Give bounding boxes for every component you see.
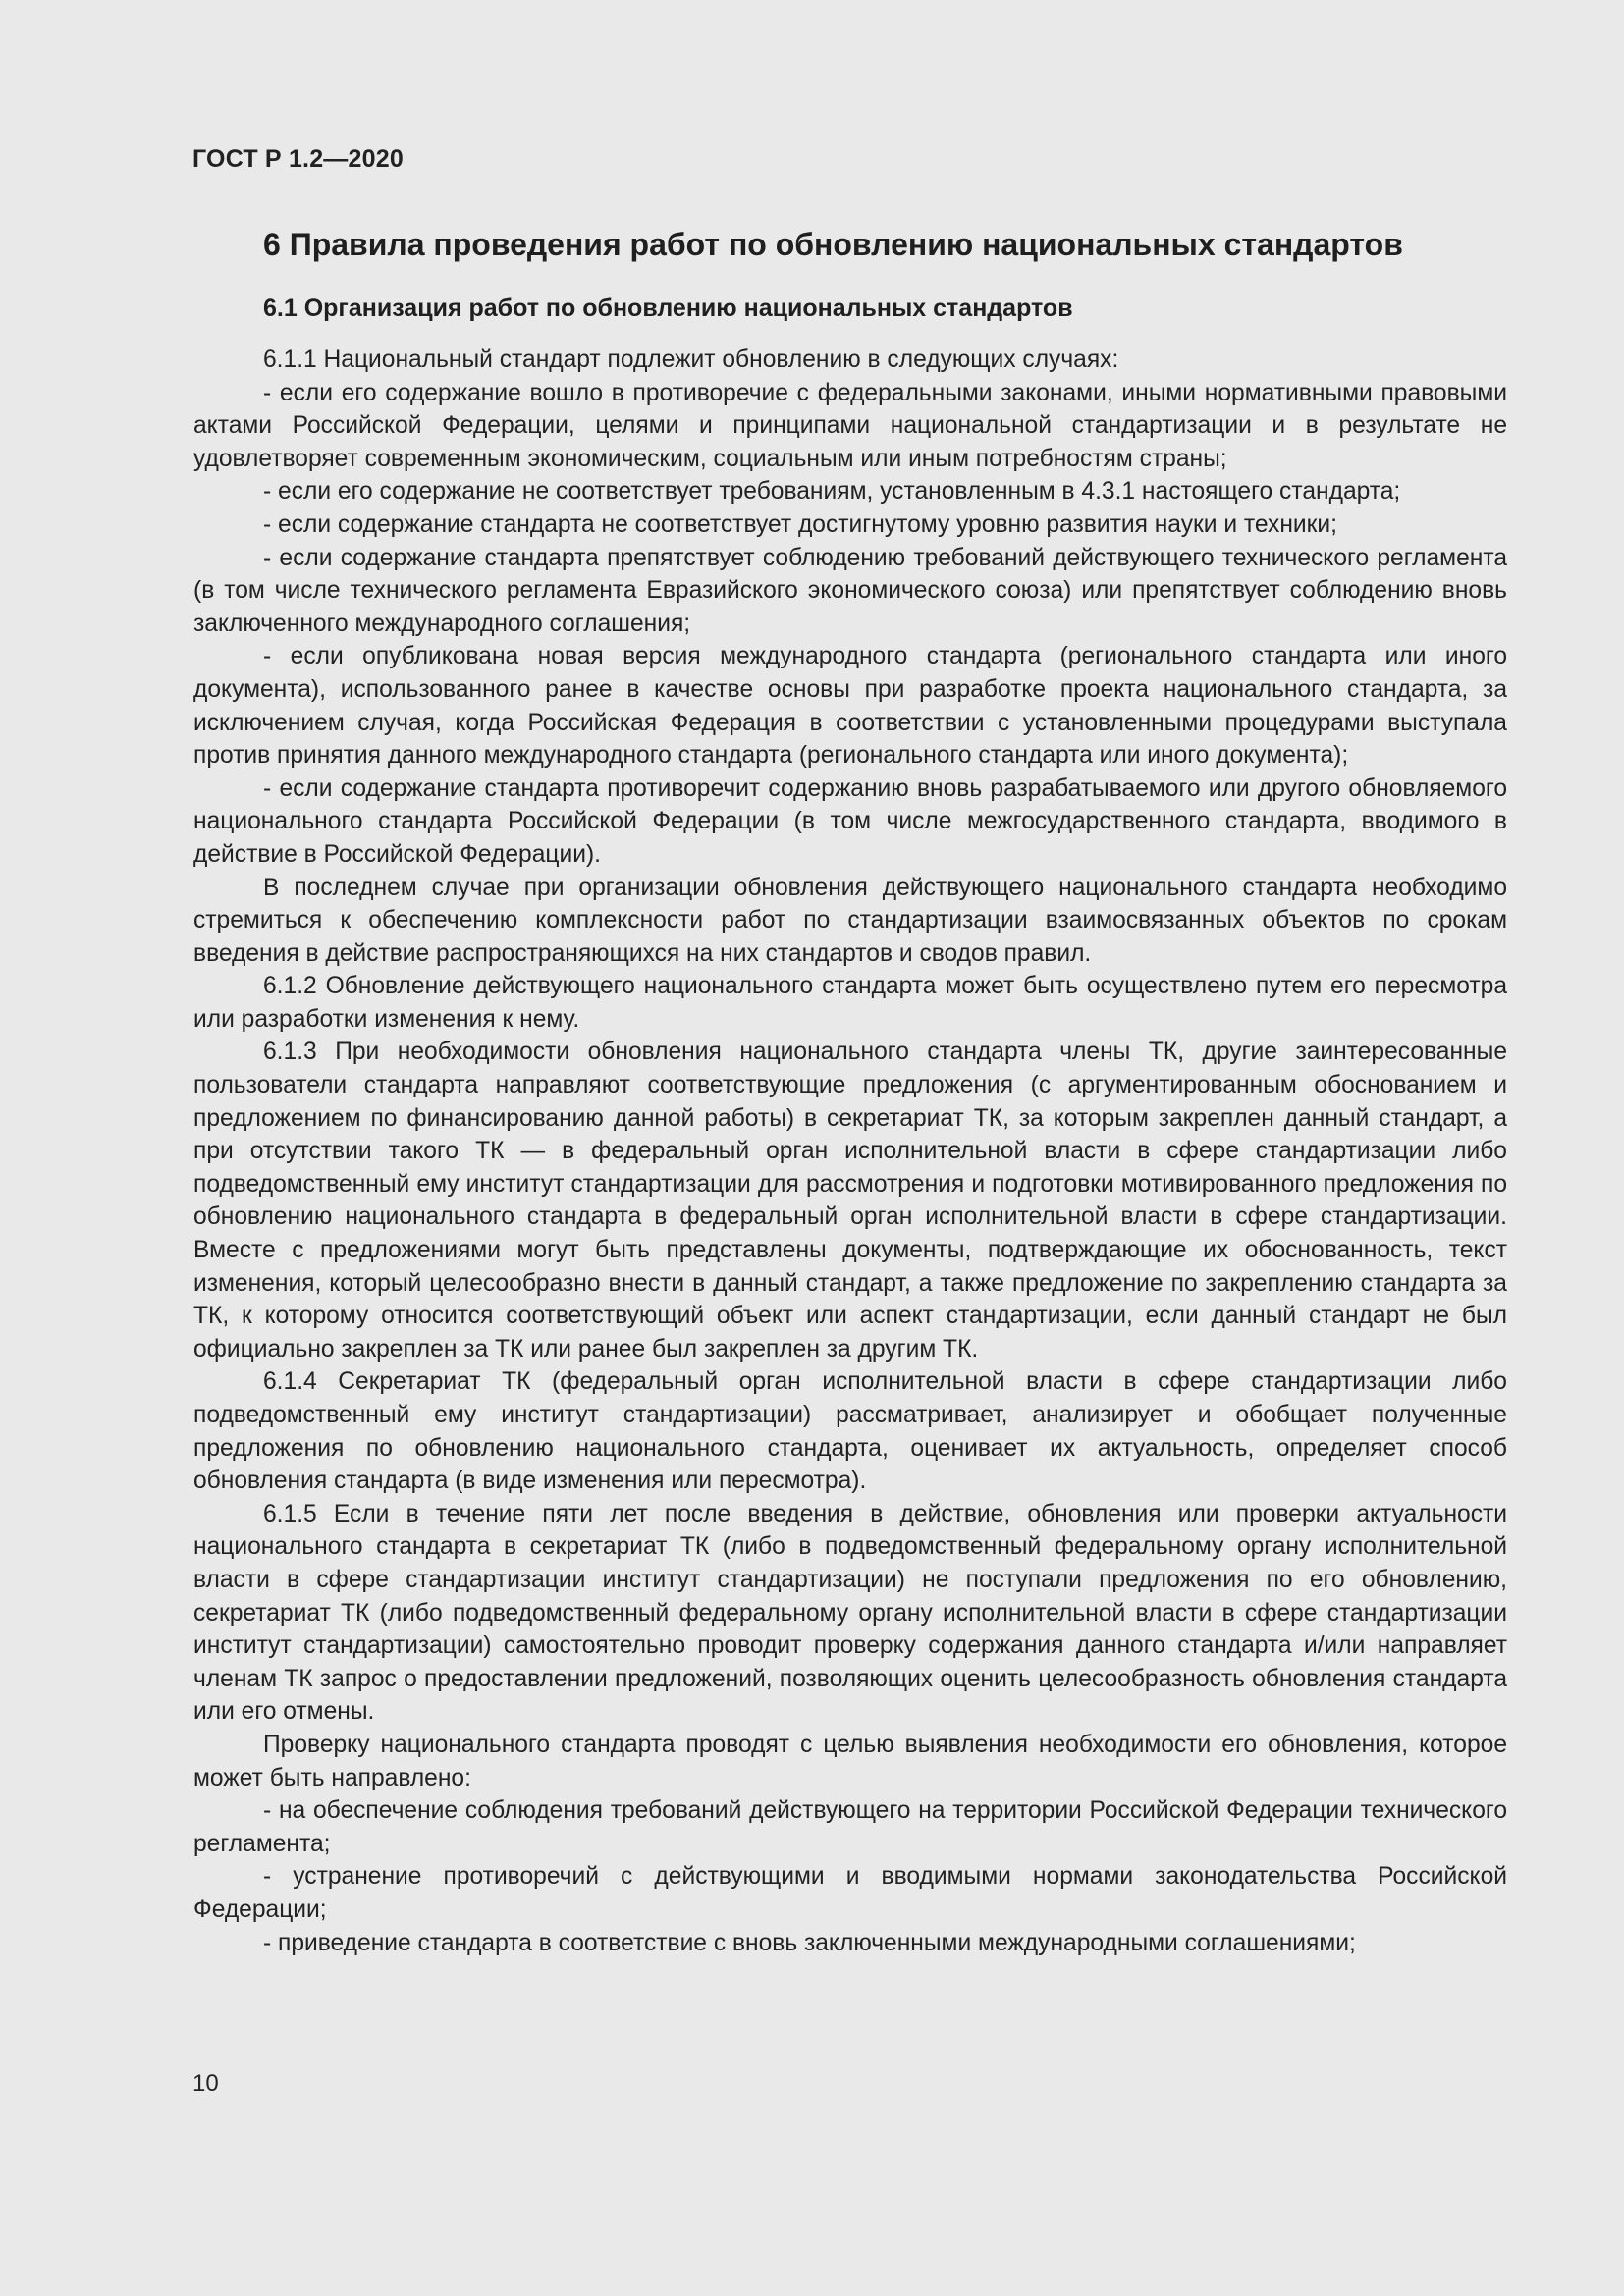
- page-number: 10: [192, 2070, 219, 2097]
- document-code-header: ГОСТ Р 1.2—2020: [192, 145, 404, 173]
- list-item: - устранение противоречий с действующими и вводимыми нормами законодательства Российской Федерации;: [193, 1863, 1507, 1923]
- section-title: 6 Правила проведения работ по обновлению национальных стандартов: [263, 227, 1403, 262]
- paragraph-6-1-2: 6.1.2 Обновление действующего национального стандарта может быть осуществлено путем его пересмотра или разработки изменения к нему.: [193, 973, 1507, 1033]
- subsection-title: 6.1 Организация работ по обновлению национальных стандартов: [263, 294, 1073, 322]
- body-text: [193, 344, 1507, 1959]
- paragraph-6-1-1: 6.1.1 Национальный стандарт подлежит обновлению в следующих случаях:: [263, 347, 1119, 373]
- list-item: - на обеспечение соблюдения требований действующего на территории Российской Федерации технического регламента;: [193, 1797, 1507, 1857]
- paragraph: Проверку национального стандарта проводят с целью выявления необходимости его обновления, которое может быть направлено:: [193, 1731, 1507, 1791]
- paragraph-6-1-5: 6.1.5 Если в течение пяти лет после введения в действие, обновления или проверки актуальности национального стандарта в секретариат ТК (либо в подведомственный федеральному органу исполнительной власти в сфере стандартизации институт стандартизации) не поступали предложения по его обновлению, секретариат ТК (либо подведомственный федеральному органу исполнительной власти в сфере стандартизации институт стандартизации) самостоятельно проводит проверку содержания данного стандарта и/или направляет членам ТК запрос о предоставлении предложений, позволяющих оценить целесообразность обновления стандарта или его отмены.: [193, 1500, 1507, 1726]
- page-content: [193, 220, 1507, 1959]
- paragraph-6-1-3: 6.1.3 При необходимости обновления национального стандарта члены ТК, другие заинтересованные пользователи стандарта направляют соответствующие предложения (с аргументированным обоснованием и предложением по финансированию данной работы) в секретариат ТК, за которым закреплен данный стандарт, а при отсутствии такого ТК — в федеральный орган исполнительной власти в сфере стандартизации либо подведомственный ему институт стандартизации для рассмотрения и подготовки мотивированного предложения по обновлению национального стандарта в федеральный орган исполнительной власти в сфере стандартизации. Вместе с предложениями могут быть представлены документы, подтверждающие их обоснованность, текст изменения, который целесообразно внести в данный стандарт, а также предложение по закреплению стандарта за ТК, к которому относится соответствующий объект или аспект стандартизации, если данный стандарт не был официально закреплен за ТК или ранее был закреплен за другим ТК.: [193, 1039, 1507, 1362]
- paragraph: В последнем случае при организации обновления действующего национального стандарта необходимо стремиться к обеспечению комплексности работ по стандартизации взаимосвязанных объектов по срокам введения в действие распространяющихся на них стандартов и сводов правил.: [193, 874, 1507, 967]
- list-item: - если содержание стандарта препятствует соблюдению требований действующего технического регламента (в том числе технического регламента Евразийского экономического союза) или препятствует соблюдению вновь заключенного международного соглашения;: [193, 544, 1507, 637]
- list-item: - если его содержание не соответствует требованиям, установленным в 4.3.1 настоящего стандарта;: [263, 478, 1401, 506]
- paragraph-6-1-4: 6.1.4 Секретариат ТК (федеральный орган исполнительной власти в сфере стандартизации либо подведомственный ему институт стандартизации) рассматривает, анализирует и обобщает полученные предложения по обновлению национального стандарта, оценивает их актуальность, определяет способ обновления стандарта (в виде изменения или пересмотра).: [193, 1368, 1507, 1495]
- list-item: - если его содержание вошло в противоречие с федеральными законами, иными нормативными правовыми актами Российской Федерации, целями и принципами национальной стандартизации и в результате не удовлетворяет современным экономическим, социальным или иным потребностям страны;: [193, 379, 1507, 472]
- list-item: - если содержание стандарта противоречит содержанию вновь разрабатываемого или другого обновляемого национального стандарта Российской Федерации (в том числе межгосударственного стандарта, вводимого в действие в Российской Федерации).: [193, 774, 1507, 868]
- list-item: - приведение стандарта в соответствие с вновь заключенными международными соглашениями;: [263, 1929, 1356, 1956]
- list-item: - если опубликована новая версия международного стандарта (регионального стандарта или иного документа), использованного ранее в качестве основы при разработке проекта национального стандарта, за исключением случая, когда Российская Федерация в соответствии с установленными процедурами выступала против принятия данного международного стандарта (регионального стандарта или иного документа);: [193, 643, 1507, 770]
- list-item: - если содержание стандарта не соответствует достигнутому уровню развития науки и техники;: [263, 510, 1337, 538]
